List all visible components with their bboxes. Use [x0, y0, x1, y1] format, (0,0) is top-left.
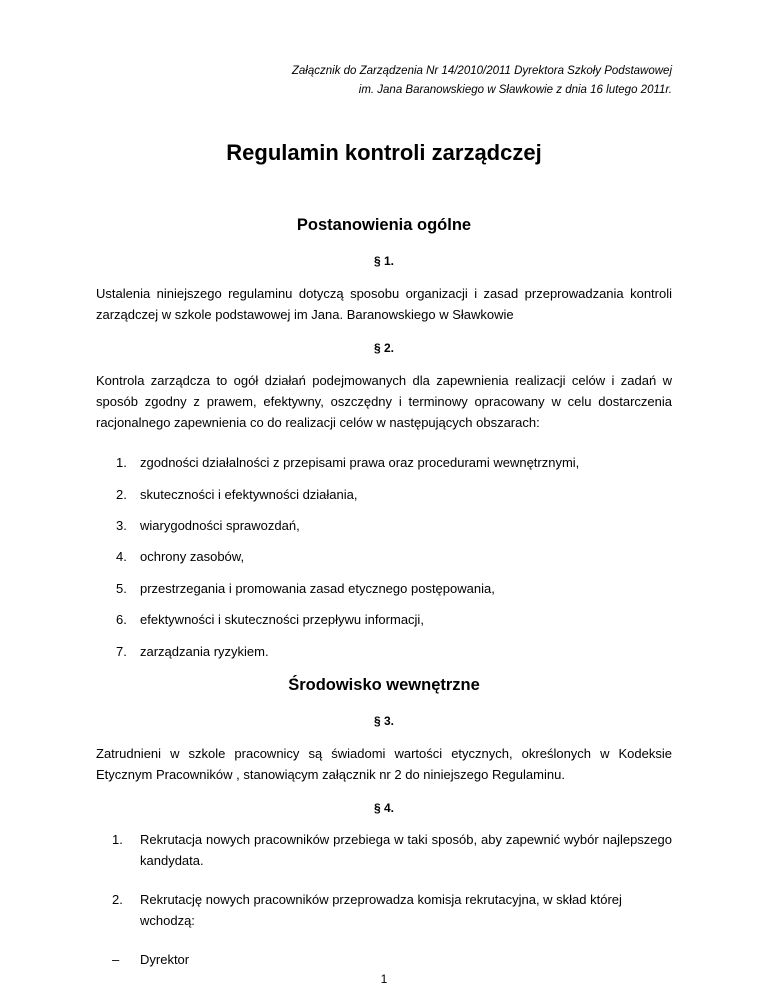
- list-item-number: 7.: [116, 644, 127, 659]
- list-item-dash: –: [112, 952, 120, 967]
- list-item-text: zgodności działalności z przepisami prawa oraz procedurami wewnętrznymi,: [140, 455, 580, 470]
- document-title: Regulamin kontroli zarządczej: [226, 140, 542, 165]
- paragraph-3-text: Zatrudnieni w szkole pracownicy są świadomi wartości etycznych, określonych w Kodeksie Etycznym Pracowników , stanowiącym załącznik nr 2 do niniejszego Regulaminu.: [96, 746, 672, 782]
- list-item-text: skuteczności i efektywności działania,: [140, 487, 358, 502]
- paragraph-2-text: Kontrola zarządcza to ogół działań podejmowanych dla zapewnienia realizacji celów i zadań w sposób zgodny z prawem, efektywny, oszczędny i terminowy opracowany w celu dostarczenia racjonalnego zapewnienia co do realizacji celów w następujących obszarach:: [96, 373, 672, 430]
- list-item-text: Rekrutację nowych pracowników przeprowadza komisja rekrutacyjna, w skład której wchodzą:: [140, 892, 622, 928]
- list-item-text: przestrzegania i promowania zasad etycznego postępowania,: [140, 581, 495, 596]
- list-item-number: 4.: [116, 549, 127, 564]
- header-line-1: Załącznik do Zarządzenia Nr 14/2010/2011 Dyrektora Szkoły Podstawowej: [291, 65, 672, 77]
- list-item-text: Dyrektor: [140, 952, 190, 967]
- paragraph-3-number: § 3.: [373, 714, 394, 728]
- list-item-text: zarządzania ryzykiem.: [140, 644, 269, 659]
- header-line-2: im. Jana Baranowskiego w Sławkowie z dnia 16 lutego 2011r.: [358, 84, 672, 96]
- list-item-number: 2.: [116, 487, 127, 502]
- paragraph-4-number: § 4.: [373, 801, 394, 815]
- list-item-number: 1.: [112, 832, 123, 847]
- list-item-text: wiarygodności sprawozdań,: [140, 518, 300, 533]
- list-item-number: 6.: [116, 612, 127, 627]
- list-item-text: Rekrutacja nowych pracowników przebiega w taki sposób, aby zapewnić wybór najlepszego kandydata.: [140, 832, 672, 868]
- paragraph-1-text: Ustalenia niniejszego regulaminu dotyczą sposobu organizacji i zasad przeprowadzania kontroli zarządczej w szkole podstawowej im Jana. Baranowskiego w Sławkowie: [96, 286, 672, 322]
- list-item-number: 5.: [116, 581, 127, 596]
- document-header: [292, 62, 672, 100]
- section-title-internal-environment: Środowisko wewnętrzne: [288, 676, 480, 694]
- list-item-number: 2.: [112, 892, 123, 907]
- list-item-number: 1.: [116, 455, 127, 470]
- list-item-text: efektywności i skuteczności przepływu informacji,: [140, 612, 424, 627]
- page-number: 1: [380, 972, 388, 986]
- list-item-text: ochrony zasobów,: [140, 549, 245, 564]
- paragraph-1-number: § 1.: [373, 254, 394, 268]
- list-item-number: 3.: [116, 518, 127, 533]
- paragraph-2-number: § 2.: [373, 341, 394, 355]
- section-title-general: Postanowienia ogólne: [296, 216, 472, 234]
